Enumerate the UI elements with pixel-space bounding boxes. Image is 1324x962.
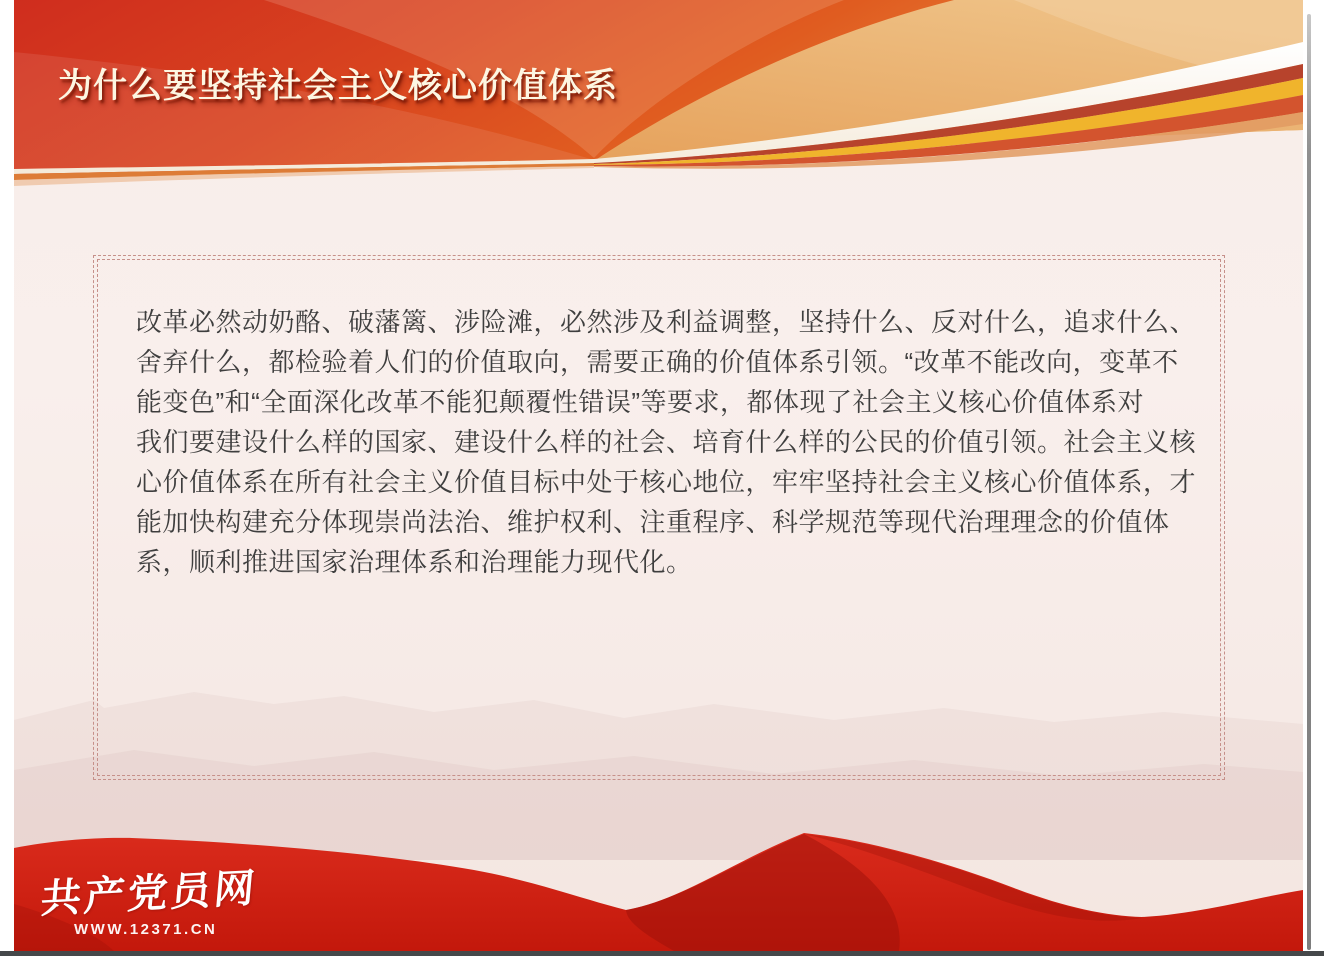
paragraph-line: 舍弃什么，都检验着人们的价值取向，需要正确的价值体系引领。“改革不能改向，变革不 <box>136 347 1179 377</box>
content-box <box>93 255 1225 780</box>
header-swoosh-graphic <box>14 0 1303 220</box>
paragraph-line: 系，顺利推进国家治理体系和治理能力现代化。 <box>136 547 693 577</box>
paragraph-line: 能加快构建充分体现崇尚法治、维护权利、注重程序、科学规范等现代治理理念的价值体 <box>136 507 1170 537</box>
slide-title: 为什么要坚持社会主义核心价值体系 <box>58 67 618 105</box>
paragraph-line: 改革必然动奶酪、破藩篱、涉险滩，必然涉及利益调整，坚持什么、反对什么，追求什么、 <box>136 307 1197 337</box>
logo-brand-text: 共产党员网 <box>39 864 260 923</box>
slide-edge-shadow-bottom <box>0 951 1324 956</box>
content-box-inner-border <box>97 259 1221 776</box>
paragraph-line: 我们要建设什么样的国家、建设什么样的社会、培育什么样的公民的价值引领。社会主义核 <box>136 427 1197 457</box>
paragraph-line: 心价值体系在所有社会主义价值目标中处于核心地位，牢牢坚持社会主义核心价值体系，才 <box>136 467 1197 497</box>
paragraph-line: 能变色”和“全面深化改革不能犯颠覆性错误”等要求，都体现了社会主义核心价值体系对 <box>136 387 1144 417</box>
slide-edge-shadow-right <box>1307 14 1311 950</box>
slide-canvas <box>14 0 1303 951</box>
logo-url-text: WWW.12371.CN <box>74 921 218 938</box>
site-logo <box>39 862 260 938</box>
